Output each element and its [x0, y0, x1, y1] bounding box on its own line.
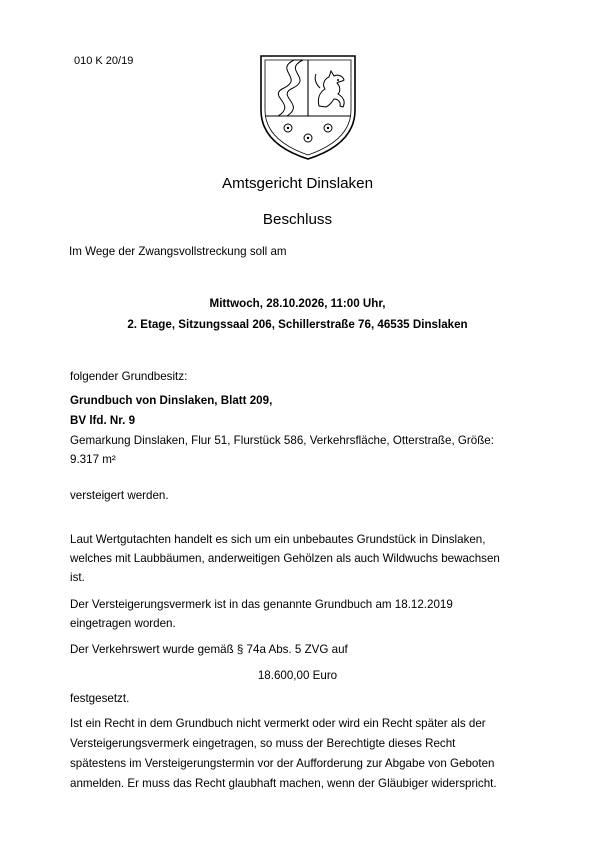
rights-notice-line: Versteigerungsvermerk eingetragen, so muss der Berechtigte dieses Recht [70, 737, 456, 750]
appointment-date: Mittwoch, 28.10.2026, 11:00 Uhr, [209, 297, 386, 310]
appraisal-line: ist. [70, 571, 85, 584]
market-value-intro: Der Verkehrswert wurde gemäß § 74a Abs. 5 ZVG auf [70, 643, 348, 656]
land-register: Grundbuch von Dinslaken, Blatt 209, [70, 394, 273, 407]
rights-notice-line: spätestens im Versteigerungstermin vor der Aufforderung zur Abgabe von Geboten [70, 757, 495, 770]
intro-text: Im Wege der Zwangsvollstreckung soll am [69, 245, 287, 258]
file-number: 010 K 20/19 [74, 55, 134, 67]
appraisal-line: Laut Wertgutachten handelt es sich um ein unbebautes Grundstück in Dinslaken, [70, 533, 486, 546]
registration-line: Der Versteigerungsvermerk ist in das genannte Grundbuch am 18.12.2019 [70, 598, 453, 611]
coat-of-arms-icon [258, 52, 358, 162]
document-title: Beschluss [262, 211, 333, 228]
market-value-amount: 18.600,00 Euro [257, 669, 338, 682]
property-description: Gemarkung Dinslaken, Flur 51, Flurstück 586, Verkehrsfläche, Otterstraße, Größe: [70, 434, 494, 447]
appraisal-line: welches mit Laubbäumen, anderweitigen Gehölzen als auch Wildwuchs bewachsen [70, 552, 500, 565]
land-register-number: BV lfd. Nr. 9 [70, 414, 136, 427]
property-size: 9.317 m² [70, 453, 116, 466]
court-name: Amtsgericht Dinslaken [221, 175, 374, 192]
market-value-outro: festgesetzt. [70, 692, 130, 705]
registration-line: eingetragen worden. [70, 617, 176, 630]
rights-notice-line: anmelden. Er muss das Recht glaubhaft machen, wenn der Gläubiger widerspricht. [70, 777, 497, 790]
auction-phrase: versteigert werden. [70, 489, 169, 502]
property-label: folgender Grundbesitz: [70, 370, 188, 383]
appointment-location: 2. Etage, Sitzungssaal 206, Schillerstraße 76, 46535 Dinslaken [127, 318, 468, 331]
rights-notice-line: Ist ein Recht in dem Grundbuch nicht vermerkt oder wird ein Recht später als der [70, 717, 486, 730]
